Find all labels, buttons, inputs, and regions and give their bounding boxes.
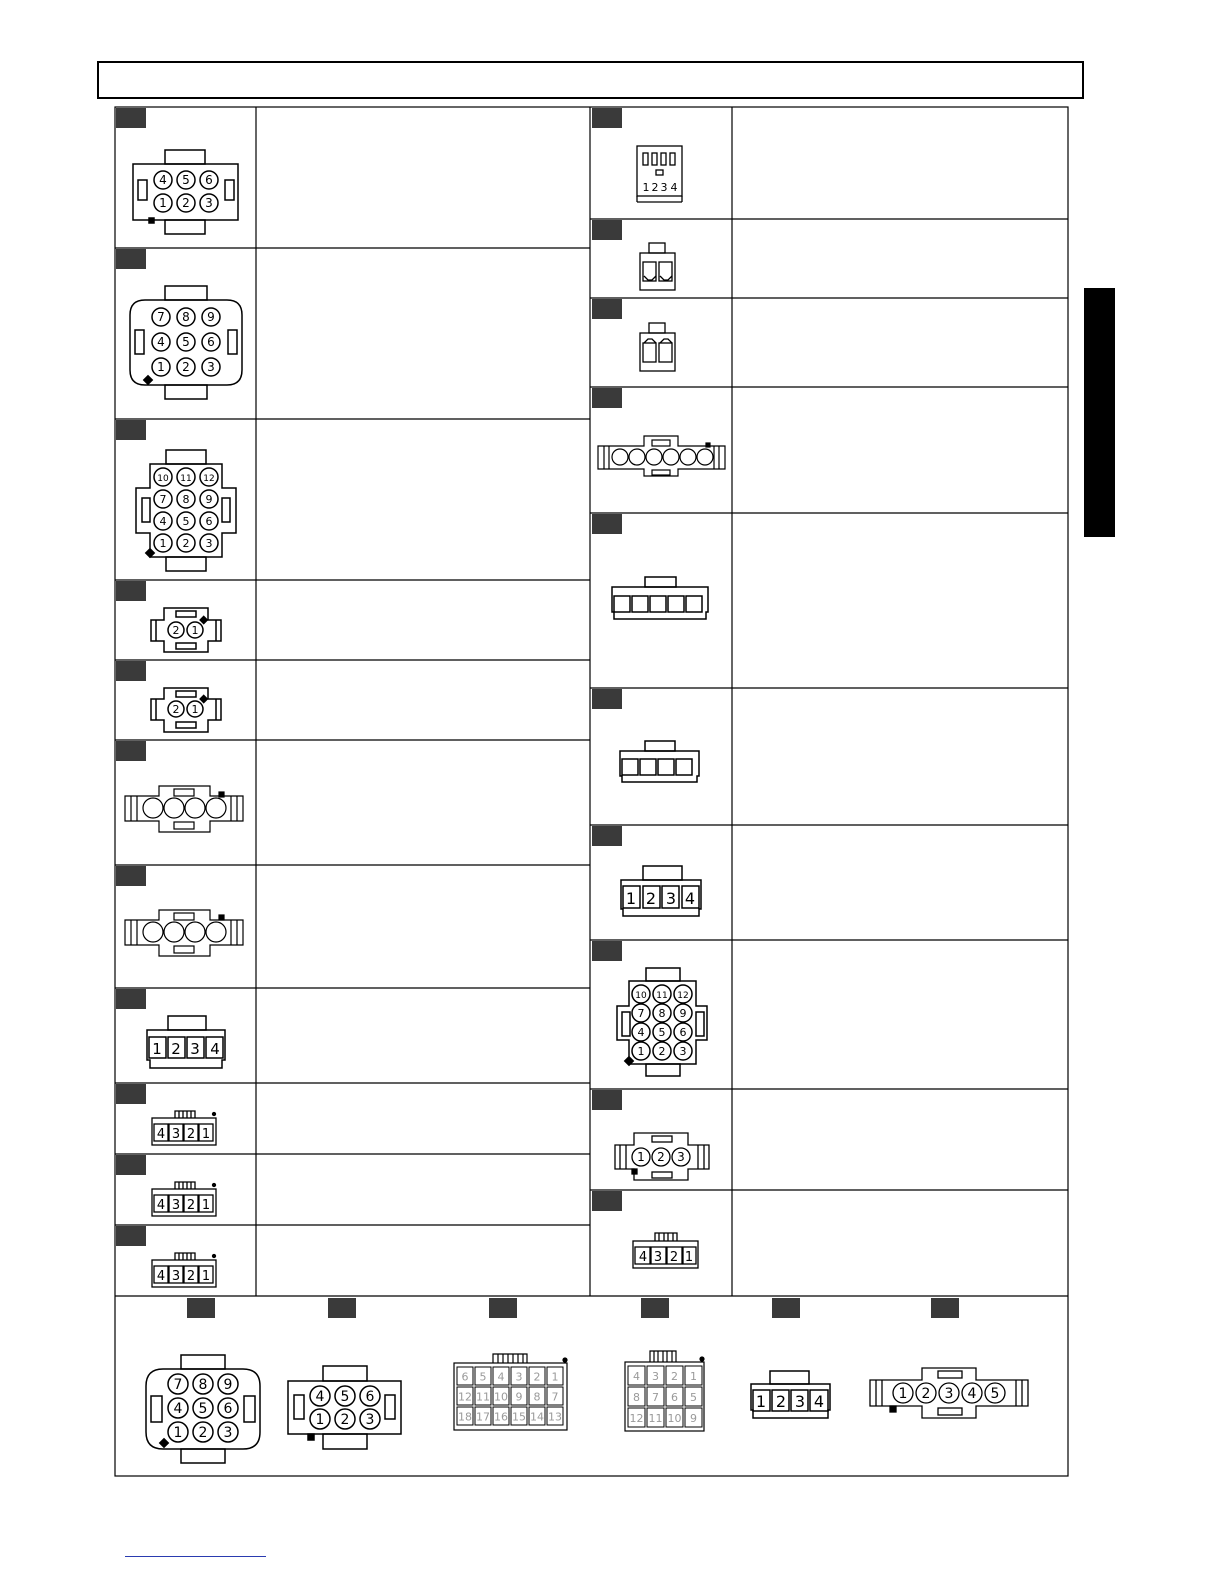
- pin-label: 9: [515, 1390, 523, 1404]
- pin-label: 11: [648, 1412, 663, 1426]
- badges: [116, 108, 959, 1318]
- pin-label: 1: [642, 181, 650, 194]
- badge: [116, 420, 146, 440]
- pin-label: 2: [186, 1127, 196, 1142]
- connector-6pin-b: [288, 1366, 401, 1449]
- badge: [116, 108, 146, 128]
- pin-label: 4: [967, 1386, 977, 1402]
- pin-label: 3: [190, 1040, 200, 1058]
- pin-label: 5: [182, 173, 190, 187]
- pin-label: 6: [223, 1401, 233, 1417]
- badge: [489, 1298, 517, 1318]
- pin-label: 2: [198, 1425, 208, 1441]
- connector-4cavity-header: [620, 741, 699, 782]
- pin-label: 8: [658, 1007, 666, 1020]
- pin-label: 9: [679, 1007, 687, 1020]
- badge: [592, 514, 622, 534]
- pin-label: 1: [191, 703, 199, 716]
- badge: [592, 220, 622, 240]
- pin-label: 3: [205, 196, 213, 210]
- connector-4way-a: [125, 786, 243, 832]
- pin-label: 2: [186, 1198, 196, 1213]
- pin-label: 5: [990, 1386, 1000, 1402]
- badge: [592, 388, 622, 408]
- pin-label: 1: [637, 1045, 645, 1058]
- pin-label: 8: [182, 310, 190, 324]
- pin-label: 3: [653, 1250, 663, 1265]
- pin-label: 4: [156, 1127, 166, 1142]
- pin-label: 2: [340, 1412, 350, 1428]
- badge: [592, 299, 622, 319]
- pin-label: 11: [656, 991, 668, 1001]
- pin-label: 5: [479, 1370, 487, 1384]
- pin-label: 1: [898, 1386, 908, 1402]
- badge: [592, 1090, 622, 1110]
- pin-label: 6: [365, 1389, 375, 1405]
- pin-label: 12: [629, 1412, 644, 1426]
- pin-label: 7: [173, 1377, 183, 1393]
- pin-label: 2: [921, 1386, 931, 1402]
- badge: [187, 1298, 215, 1318]
- pin-label: 6: [679, 1026, 687, 1039]
- pin-label: 4: [497, 1370, 505, 1384]
- pin-label: 10: [157, 474, 169, 484]
- pin-label: 2: [171, 1040, 181, 1058]
- pin-label: 4: [637, 1026, 645, 1039]
- pin-label: 2: [182, 196, 190, 210]
- pin-label: 8: [533, 1390, 541, 1404]
- badge: [641, 1298, 669, 1318]
- pin-label: 2: [671, 1370, 678, 1384]
- badge: [116, 1155, 146, 1175]
- pin-label: 4: [684, 889, 696, 908]
- pin-label: 2: [775, 1392, 787, 1411]
- connector-12pin-a: [136, 450, 236, 571]
- badge: [116, 989, 146, 1009]
- pin-label: 8: [633, 1391, 640, 1405]
- pin-label: 7: [159, 493, 167, 506]
- badge: [592, 826, 622, 846]
- badge: [116, 1084, 146, 1104]
- pin-label: 3: [207, 360, 215, 374]
- badge: [592, 108, 622, 128]
- badge: [772, 1298, 800, 1318]
- pin-label: 10: [494, 1390, 508, 1404]
- pin-grid-18: [457, 1367, 563, 1425]
- pin-label: 3: [679, 1045, 687, 1058]
- pin-label: 5: [690, 1391, 697, 1405]
- pin-label: 4: [670, 181, 678, 194]
- pin-label: 9: [205, 493, 213, 506]
- badge: [931, 1298, 959, 1318]
- pin-label: 3: [171, 1269, 181, 1284]
- badge: [328, 1298, 356, 1318]
- pin-label: 1: [173, 1425, 183, 1441]
- badge: [592, 1191, 622, 1211]
- connector-2pin-a: [151, 608, 221, 652]
- pin-label: 2: [182, 537, 190, 550]
- pin-label: 4: [638, 1250, 648, 1265]
- pin-label: 1: [152, 1040, 162, 1058]
- pin-label: 12: [203, 474, 215, 484]
- pin-label: 2: [651, 181, 659, 194]
- connector-2pin-b: [151, 688, 221, 732]
- pin-label: 6: [207, 335, 215, 349]
- pin-label: 3: [365, 1412, 375, 1428]
- pin-label: 3: [171, 1127, 181, 1142]
- badge: [116, 661, 146, 681]
- connector-6pin-a: [133, 150, 238, 234]
- connector-2cavity-b: [640, 323, 675, 371]
- pin-label: 1: [755, 1392, 767, 1411]
- pin-label: 11: [476, 1390, 490, 1404]
- pin-grid-12: [628, 1366, 702, 1427]
- pin-label: 3: [660, 181, 668, 194]
- pin-label: 10: [667, 1412, 682, 1426]
- pin-label: 4: [159, 173, 167, 187]
- pin-label: 3: [794, 1392, 806, 1411]
- pin-label: 3: [677, 1150, 685, 1164]
- pin-label: 6: [205, 173, 213, 187]
- pin-label: 16: [494, 1410, 508, 1424]
- pin-label: 3: [223, 1425, 233, 1441]
- pin-label: 1: [191, 624, 199, 637]
- pin-label: 3: [652, 1370, 659, 1384]
- connector-5cavity-header: [612, 577, 708, 619]
- pin-label: 2: [533, 1370, 541, 1384]
- pin-label: 8: [182, 493, 190, 506]
- pin-label: 1: [315, 1412, 325, 1428]
- pin-label: 3: [665, 889, 677, 908]
- pin-label: 5: [340, 1389, 350, 1405]
- connector-12pin-b: [617, 968, 707, 1076]
- pin-label: 2: [657, 1150, 665, 1164]
- connector-4way-b: [125, 910, 243, 956]
- pin-label: 7: [637, 1007, 645, 1020]
- pin-label: 4: [315, 1389, 325, 1405]
- pin-label: 5: [658, 1026, 666, 1039]
- pin-label: 11: [180, 474, 192, 484]
- pin-label: 2: [645, 889, 657, 908]
- pin-label: 3: [944, 1386, 954, 1402]
- pin-label: 12: [677, 991, 689, 1001]
- badge: [116, 1226, 146, 1246]
- connector-6way-inline: [598, 436, 725, 476]
- pin-label: 9: [690, 1412, 697, 1426]
- pin-label: 15: [512, 1410, 526, 1424]
- pin-label: 7: [551, 1390, 559, 1404]
- pin-label: 12: [458, 1390, 472, 1404]
- pin-label: 1: [684, 1250, 694, 1265]
- pin-label: 7: [157, 310, 165, 324]
- pin-label: 1: [159, 196, 167, 210]
- pin-label: 9: [207, 310, 215, 324]
- pin-label: 9: [223, 1377, 233, 1393]
- badge: [592, 941, 622, 961]
- pin-label: 4: [157, 335, 165, 349]
- pin-label: 1: [201, 1127, 211, 1142]
- pin-label: 2: [172, 703, 180, 716]
- pin-label: 1: [157, 360, 165, 374]
- pin-label: 4: [159, 515, 167, 528]
- connector-2cavity-a: [640, 243, 675, 290]
- pin-label: 1: [551, 1370, 559, 1384]
- pin-label: 6: [461, 1370, 469, 1384]
- pin-label: 3: [515, 1370, 523, 1384]
- pin-label: 6: [671, 1391, 678, 1405]
- pin-label: 4: [210, 1040, 220, 1058]
- pin-label: 1: [201, 1198, 211, 1213]
- pin-label: 4: [156, 1198, 166, 1213]
- badge: [116, 866, 146, 886]
- pin-label: 8: [198, 1377, 208, 1393]
- pin-label: 2: [186, 1269, 196, 1284]
- pin-label: 18: [458, 1410, 472, 1424]
- pin-label: 3: [171, 1198, 181, 1213]
- pin-label: 1: [690, 1370, 697, 1384]
- pin-label: 13: [548, 1410, 562, 1424]
- pin-label: 4: [156, 1269, 166, 1284]
- pin-label: 5: [182, 335, 190, 349]
- pin-label: 14: [530, 1410, 544, 1424]
- pin-label: 2: [172, 624, 180, 637]
- pin-label: 5: [198, 1401, 208, 1417]
- pin-label: 5: [182, 515, 190, 528]
- badge: [116, 741, 146, 761]
- pin-label: 2: [669, 1250, 679, 1265]
- pin-label: 4: [813, 1392, 825, 1411]
- pin-label: 2: [658, 1045, 666, 1058]
- pin-label: 6: [205, 515, 213, 528]
- pin-label: 3: [205, 537, 213, 550]
- pin-label: 2: [182, 360, 190, 374]
- pin-label: 1: [637, 1150, 645, 1164]
- pin-label: 1: [201, 1269, 211, 1284]
- badge: [116, 249, 146, 269]
- pin-label: 4: [633, 1370, 640, 1384]
- pin-label: 1: [159, 537, 167, 550]
- pin-label: 4: [173, 1401, 183, 1417]
- table-grid: [115, 107, 1068, 1476]
- pin-label: 1: [625, 889, 637, 908]
- badge: [592, 689, 622, 709]
- badge: [116, 581, 146, 601]
- pin-label: 17: [476, 1410, 490, 1424]
- pin-label: 7: [652, 1391, 659, 1405]
- pin-label: 10: [635, 991, 647, 1001]
